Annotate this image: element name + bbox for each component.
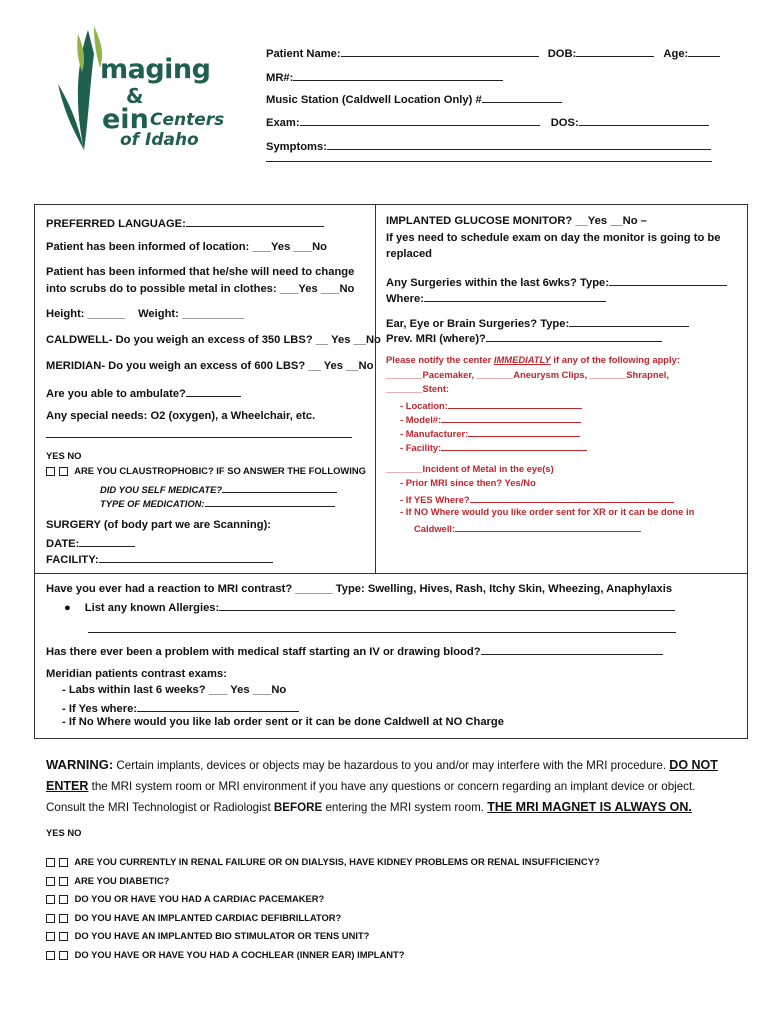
question-text: DO YOU HAVE AN IMPLANTED CARDIAC DEFIBRILLATOR? bbox=[74, 911, 342, 923]
labs-where-field[interactable] bbox=[137, 700, 299, 712]
question-yes-checkbox[interactable] bbox=[46, 951, 55, 960]
notify-a: Please notify the center bbox=[386, 354, 494, 365]
labs-where-row bbox=[62, 700, 299, 715]
glucose-note-2: replaced bbox=[386, 248, 433, 260]
column-divider bbox=[375, 204, 376, 573]
question-yes-checkbox[interactable] bbox=[46, 877, 55, 886]
lab-order-location: - If No Where would you like lab order sent or it can be done Caldwell at NO Charge bbox=[62, 716, 504, 728]
age-field[interactable] bbox=[688, 45, 720, 57]
question-row bbox=[46, 875, 600, 894]
labs-where-label: - If Yes where: bbox=[62, 703, 138, 715]
self-medicate-row bbox=[100, 481, 337, 495]
stent-location-row bbox=[400, 397, 582, 411]
height-label[interactable]: Height: ______ bbox=[46, 308, 125, 320]
symptoms-line-2[interactable] bbox=[266, 161, 712, 162]
exam-label: Exam: bbox=[266, 117, 300, 129]
stent-manufacturer-field[interactable] bbox=[468, 425, 580, 437]
symptoms-row bbox=[266, 138, 711, 153]
recent-surgeries-row bbox=[386, 274, 727, 289]
dos-label: DOS: bbox=[550, 117, 579, 129]
preferred-language-label: PREFERRED LANGUAGE: bbox=[46, 218, 186, 230]
caldwell-weight[interactable]: CALDWELL- Do you weigh an excess of 350 LBS? __ Yes __No bbox=[46, 334, 381, 346]
logo-swoosh-icon bbox=[50, 24, 130, 156]
height-weight-row bbox=[46, 308, 244, 320]
weight-label[interactable]: Weight: __________ bbox=[138, 308, 245, 320]
meridian-weight[interactable]: MERIDIAN- Do you weigh an excess of 600 LBS? __ Yes __No bbox=[46, 360, 374, 372]
questions-yes-no-header: YES NO bbox=[46, 827, 82, 838]
exam-field[interactable] bbox=[300, 114, 540, 126]
notify-center-text bbox=[386, 354, 680, 365]
question-row bbox=[46, 912, 600, 931]
question-text: ARE YOU CURRENTLY IN RENAL FAILURE OR ON DIALYSIS, HAVE KIDNEY PROBLEMS OR RENAL INSUFFICIENCY? bbox=[74, 856, 600, 867]
surgery-facility-label: FACILITY: bbox=[46, 554, 99, 566]
logo-word-of-idaho: of Idaho bbox=[120, 130, 199, 150]
prev-mri-field[interactable] bbox=[486, 330, 662, 342]
music-row bbox=[266, 91, 562, 106]
patient-name-field[interactable] bbox=[341, 45, 539, 57]
question-row bbox=[46, 893, 600, 912]
patient-name-label: Patient Name: bbox=[266, 48, 341, 60]
patient-name-row bbox=[266, 45, 720, 60]
claustro-yes-no-header: YES NO bbox=[46, 450, 82, 461]
surgery-date-field[interactable] bbox=[79, 535, 135, 547]
dob-label: DOB: bbox=[547, 48, 577, 60]
question-no-checkbox[interactable] bbox=[59, 877, 68, 886]
medication-type-row bbox=[100, 495, 335, 509]
prev-mri-row bbox=[386, 330, 662, 345]
question-yes-checkbox[interactable] bbox=[46, 932, 55, 941]
question-no-checkbox[interactable] bbox=[59, 932, 68, 941]
warning-text-4: entering the MRI system room. bbox=[322, 801, 488, 814]
stent-model-label: - Model#: bbox=[400, 414, 442, 425]
stent-facility-label: - Facility: bbox=[400, 442, 442, 453]
recent-surgeries-label: Any Surgeries within the last 6wks? Type: bbox=[386, 277, 609, 289]
surgery-date-row bbox=[46, 535, 135, 550]
clinic-logo bbox=[50, 24, 225, 156]
prev-mri-label: Prev. MRI (where)? bbox=[386, 333, 486, 345]
ear-eye-label: Ear, Eye or Brain Surgeries? Type: bbox=[386, 318, 570, 330]
surgery-where-label: Where: bbox=[386, 293, 424, 305]
question-no-checkbox[interactable] bbox=[59, 951, 68, 960]
questions-list bbox=[46, 856, 600, 968]
question-text: DO YOU HAVE OR HAVE YOU HAD A COCHLEAR (INNER EAR) IMPLANT? bbox=[74, 948, 405, 960]
logo-ampersand: & bbox=[126, 84, 144, 108]
ambulate-row bbox=[46, 385, 241, 400]
informed-location[interactable]: Patient has been informed of location: ___Yes ___No bbox=[46, 241, 328, 253]
question-no-checkbox[interactable] bbox=[59, 914, 68, 923]
caldwell-field[interactable] bbox=[455, 520, 641, 532]
if-yes-where-row bbox=[400, 491, 674, 505]
do-not-text: DO NOT bbox=[669, 758, 718, 772]
preferred-language-row bbox=[46, 215, 324, 230]
self-medicate-label: DID YOU SELF MEDICATE? bbox=[100, 484, 223, 495]
question-text: DO YOU HAVE AN IMPLANTED BIO STIMULATOR OR TENS UNIT? bbox=[74, 930, 370, 942]
question-yes-checkbox[interactable] bbox=[46, 895, 55, 904]
allergies-label: List any known Allergies: bbox=[84, 602, 220, 614]
question-yes-checkbox[interactable] bbox=[46, 914, 55, 923]
stent-location-field[interactable] bbox=[448, 397, 582, 409]
question-no-checkbox[interactable] bbox=[59, 895, 68, 904]
question-text: DO YOU OR HAVE YOU HAD A CARDIAC PACEMAKER? bbox=[74, 893, 325, 905]
ambulate-field[interactable] bbox=[186, 385, 241, 397]
caldwell-label: Caldwell: bbox=[414, 523, 456, 534]
question-yes-checkbox[interactable] bbox=[46, 858, 55, 867]
exam-row bbox=[266, 114, 709, 129]
ambulate-label: Are you able to ambulate? bbox=[46, 388, 186, 400]
surgery-facility-row bbox=[46, 551, 273, 566]
stent-location-label: - Location: bbox=[400, 400, 448, 411]
iv-problem-label: Has there ever been a problem with medical staff starting an IV or drawing blood? bbox=[46, 646, 481, 658]
age-label: Age: bbox=[663, 48, 689, 60]
question-text: ARE YOU DIABETIC? bbox=[74, 874, 170, 886]
if-yes-where-field[interactable] bbox=[470, 491, 674, 503]
symptoms-field[interactable] bbox=[327, 138, 711, 150]
stent-manufacturer-label: - Manufacturer: bbox=[400, 428, 469, 439]
implant-types[interactable]: _______Pacemaker, _______Aneurysm Clips, _______Shrapnel, bbox=[386, 369, 670, 380]
medication-type-field[interactable] bbox=[205, 495, 335, 507]
allergies-row bbox=[64, 599, 675, 614]
recent-surgeries-field[interactable] bbox=[609, 274, 727, 286]
surgery-facility-field[interactable] bbox=[99, 551, 273, 563]
ear-eye-row bbox=[386, 315, 689, 330]
enter-text: ENTER bbox=[46, 779, 89, 793]
stent-facility-row bbox=[400, 439, 587, 453]
preferred-language-field[interactable] bbox=[186, 215, 324, 227]
bullet-icon: ● bbox=[64, 602, 71, 614]
question-no-checkbox[interactable] bbox=[59, 858, 68, 867]
question-row bbox=[46, 856, 600, 875]
stent-model-row bbox=[400, 411, 581, 425]
iv-problem-row bbox=[46, 643, 663, 658]
dos-field[interactable] bbox=[579, 114, 709, 126]
warning-paragraph bbox=[46, 754, 736, 818]
symptoms-label: Symptoms: bbox=[266, 141, 327, 153]
metal-eye-label[interactable]: _______Incident of Metal in the eye(s) bbox=[386, 463, 554, 474]
warning-label: WARNING: bbox=[46, 757, 114, 772]
claustro-row bbox=[46, 465, 366, 476]
medication-type-label: TYPE OF MEDICATION: bbox=[100, 498, 205, 509]
prior-mri-since[interactable]: - Prior MRI since then? Yes/No bbox=[400, 477, 536, 488]
scrubs-line-2[interactable]: into scrubs do to possible metal in clothes: ___Yes ___No bbox=[46, 283, 355, 295]
before-text: BEFORE bbox=[273, 801, 323, 814]
stent-facility-field[interactable] bbox=[441, 439, 587, 451]
music-field[interactable] bbox=[482, 91, 562, 103]
music-label: Music Station (Caldwell Location Only) # bbox=[266, 94, 482, 106]
special-needs-line[interactable] bbox=[46, 437, 352, 438]
dob-field[interactable] bbox=[576, 45, 654, 57]
mr-row bbox=[266, 69, 503, 84]
contrast-reaction[interactable]: Have you ever had a reaction to MRI contrast? ______ Type: Swelling, Hives, Rash, Itchy Skin, Wheezing, Anaphylaxis bbox=[46, 583, 673, 595]
scrubs-line-1: Patient has been informed that he/she will need to change bbox=[46, 266, 355, 278]
logo-word-imaging: maging bbox=[100, 54, 211, 85]
claustro-no-checkbox[interactable] bbox=[59, 467, 68, 476]
glucose-note-1: If yes need to schedule exam on day the monitor is going to be bbox=[386, 232, 721, 244]
notify-c: if any of the following apply: bbox=[550, 354, 680, 365]
claustro-question: ARE YOU CLAUSTROPHOBIC? IF SO ANSWER THE FOLLOWING bbox=[74, 465, 366, 476]
mr-field[interactable] bbox=[293, 69, 503, 81]
meridian-contrast-title: Meridian patients contrast exams: bbox=[46, 668, 227, 680]
allergies-line-2[interactable] bbox=[88, 632, 676, 633]
if-no-order-1: - If NO Where would you like order sent for XR or it can be done in bbox=[400, 506, 695, 517]
surgery-label: SURGERY (of body part we are Scanning): bbox=[46, 519, 272, 531]
self-medicate-field[interactable] bbox=[222, 481, 337, 493]
notify-immediately: IMMEDIATLY bbox=[493, 354, 551, 365]
claustro-yes-checkbox[interactable] bbox=[46, 467, 55, 476]
ear-eye-field[interactable] bbox=[569, 315, 689, 327]
magnet-warning: THE MRI MAGNET IS ALWAYS ON. bbox=[487, 800, 692, 814]
stent-label[interactable]: _______Stent: bbox=[386, 383, 450, 394]
stent-manufacturer-row bbox=[400, 425, 580, 439]
surgery-where-row bbox=[386, 290, 606, 305]
logo-word-centers: Centers bbox=[150, 110, 225, 130]
mr-label: MR#: bbox=[266, 72, 294, 84]
warning-text-3: Consult the MRI Technologist or Radiologist bbox=[46, 801, 274, 814]
logo-word-vein: ein bbox=[102, 104, 149, 135]
stent-model-field[interactable] bbox=[441, 411, 581, 423]
glucose-question[interactable]: IMPLANTED GLUCOSE MONITOR? __Yes __No – bbox=[386, 215, 647, 227]
labs-question[interactable]: - Labs within last 6 weeks? ___ Yes ___No bbox=[62, 684, 287, 696]
surgery-date-label: DATE: bbox=[46, 538, 80, 550]
iv-problem-field[interactable] bbox=[481, 643, 663, 655]
allergies-field[interactable] bbox=[219, 599, 675, 611]
surgery-where-field[interactable] bbox=[424, 290, 606, 302]
if-no-order-row bbox=[414, 520, 641, 534]
question-row bbox=[46, 930, 600, 949]
warning-text-2: the MRI system room or MRI environment if you have any questions or concern regarding an implant device or object. bbox=[88, 780, 696, 793]
warning-text-1: Certain implants, devices or objects may be hazardous to you and/or may interfere with the MRI procedure. bbox=[113, 759, 670, 772]
if-yes-where-label: - If YES Where? bbox=[400, 494, 470, 505]
special-needs: Any special needs: O2 (oxygen), a Wheelchair, etc. bbox=[46, 410, 316, 422]
question-row bbox=[46, 949, 600, 968]
